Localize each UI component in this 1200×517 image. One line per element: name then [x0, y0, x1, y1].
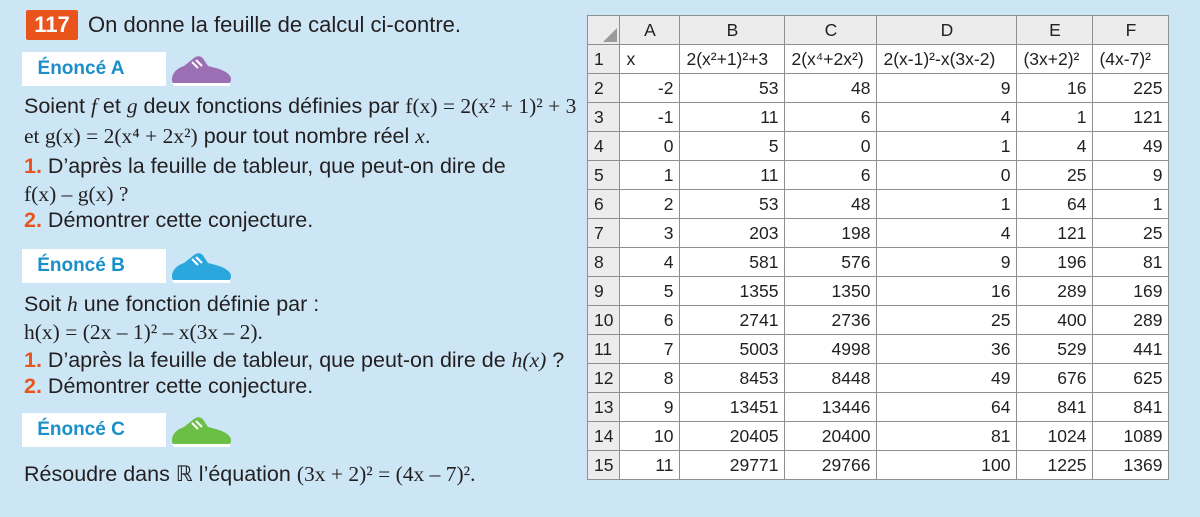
spreadsheet [587, 15, 1169, 480]
cell-a12[interactable]: 8 [620, 364, 680, 393]
cell-c13[interactable]: 13446 [785, 393, 877, 422]
cell-f9[interactable]: 169 [1093, 277, 1169, 306]
cell-f8[interactable]: 81 [1093, 248, 1169, 277]
cell-a6[interactable]: 2 [620, 190, 680, 219]
cell-b7[interactable]: 203 [680, 219, 785, 248]
cell-f5[interactable]: 9 [1093, 161, 1169, 190]
table-row [588, 422, 1169, 451]
cell-e13[interactable]: 841 [1017, 393, 1093, 422]
cell-d1[interactable]: 2(x-1)²-x(3x-2) [877, 45, 1017, 74]
row-header[interactable]: 9 [588, 277, 620, 306]
cell-b8[interactable]: 581 [680, 248, 785, 277]
cell-b9[interactable]: 1355 [680, 277, 785, 306]
cell-f3[interactable]: 121 [1093, 103, 1169, 132]
cell-f13[interactable]: 841 [1093, 393, 1169, 422]
table-row [588, 103, 1169, 132]
cell-c8[interactable]: 576 [785, 248, 877, 277]
cell-a14[interactable]: 10 [620, 422, 680, 451]
row-header[interactable]: 4 [588, 132, 620, 161]
cell-d4[interactable]: 1 [877, 132, 1017, 161]
purple-shoe-icon [168, 50, 234, 90]
cell-f10[interactable]: 289 [1093, 306, 1169, 335]
table-row [588, 161, 1169, 190]
cell-e10[interactable]: 400 [1017, 306, 1093, 335]
cell-d5[interactable]: 0 [877, 161, 1017, 190]
table-row [588, 45, 1169, 74]
cell-e8[interactable]: 196 [1017, 248, 1093, 277]
cell-a1[interactable]: x [620, 45, 680, 74]
cell-b13[interactable]: 13451 [680, 393, 785, 422]
cell-d2[interactable]: 9 [877, 74, 1017, 103]
cell-a5[interactable]: 1 [620, 161, 680, 190]
cell-d12[interactable]: 49 [877, 364, 1017, 393]
cell-f12[interactable]: 625 [1093, 364, 1169, 393]
cell-a2[interactable]: -2 [620, 74, 680, 103]
row-header[interactable]: 13 [588, 393, 620, 422]
row-header[interactable]: 2 [588, 74, 620, 103]
cell-d7[interactable]: 4 [877, 219, 1017, 248]
cell-b1[interactable]: 2(x²+1)²+3 [680, 45, 785, 74]
cell-c6[interactable]: 48 [785, 190, 877, 219]
cell-a13[interactable]: 9 [620, 393, 680, 422]
row-header[interactable]: 8 [588, 248, 620, 277]
cell-b2[interactable]: 53 [680, 74, 785, 103]
cell-f4[interactable]: 49 [1093, 132, 1169, 161]
cell-e1[interactable]: (3x+2)² [1017, 45, 1093, 74]
column-header-c[interactable]: C [785, 16, 877, 45]
enonce-a-line1: Soient f et g deux fonctions définies par f(x) = 2(x² + 1)² + 3 [24, 94, 577, 118]
table-row [588, 190, 1169, 219]
exercise-number-badge: 117 [26, 10, 78, 40]
cell-c2[interactable]: 48 [785, 74, 877, 103]
cell-e9[interactable]: 289 [1017, 277, 1093, 306]
cell-e14[interactable]: 1024 [1017, 422, 1093, 451]
cell-f11[interactable]: 441 [1093, 335, 1169, 364]
cell-c15[interactable]: 29766 [785, 451, 877, 480]
cell-b15[interactable]: 29771 [680, 451, 785, 480]
enonce-a-label: Énoncé A [22, 52, 140, 86]
enonce-a-line2: et g(x) = 2(x⁴ + 2x²) pour tout nombre réel x. [24, 124, 431, 148]
cell-d10[interactable]: 25 [877, 306, 1017, 335]
cell-b11[interactable]: 5003 [680, 335, 785, 364]
table-row [588, 364, 1169, 393]
column-header-f[interactable]: F [1093, 16, 1169, 45]
cell-a4[interactable]: 0 [620, 132, 680, 161]
table-row [588, 248, 1169, 277]
enonce-b-question-1: 1. D’après la feuille de tableur, que peut-on dire de h(x) ? [24, 348, 565, 372]
row-header[interactable]: 6 [588, 190, 620, 219]
row-header[interactable]: 14 [588, 422, 620, 451]
formula-f: f(x) = 2(x² + 1)² + 3 [405, 94, 577, 118]
column-header-row [588, 16, 1169, 45]
cell-a7[interactable]: 3 [620, 219, 680, 248]
cell-c5[interactable]: 6 [785, 161, 877, 190]
cell-f2[interactable]: 225 [1093, 74, 1169, 103]
table-row [588, 132, 1169, 161]
cell-d9[interactable]: 16 [877, 277, 1017, 306]
cell-d3[interactable]: 4 [877, 103, 1017, 132]
cell-a10[interactable]: 6 [620, 306, 680, 335]
cell-c9[interactable]: 1350 [785, 277, 877, 306]
row-header[interactable]: 11 [588, 335, 620, 364]
exercise-intro: On donne la feuille de calcul ci-contre. [88, 12, 461, 37]
table-row [588, 335, 1169, 364]
cell-d14[interactable]: 81 [877, 422, 1017, 451]
enonce-b-line2 [24, 318, 263, 346]
cell-c7[interactable]: 198 [785, 219, 877, 248]
column-header-b[interactable]: B [680, 16, 785, 45]
cell-e6[interactable]: 64 [1017, 190, 1093, 219]
table-row [588, 219, 1169, 248]
cell-a9[interactable]: 5 [620, 277, 680, 306]
cell-f7[interactable]: 25 [1093, 219, 1169, 248]
row-header[interactable]: 15 [588, 451, 620, 480]
cell-d13[interactable]: 64 [877, 393, 1017, 422]
enonce-a-tab [140, 52, 166, 86]
cell-c3[interactable]: 6 [785, 103, 877, 132]
table-row [588, 74, 1169, 103]
row-header[interactable]: 3 [588, 103, 620, 132]
cell-d15[interactable]: 100 [877, 451, 1017, 480]
enonce-a-question-1-cont: f(x) – g(x) ? [24, 182, 129, 206]
cell-b14[interactable]: 20405 [680, 422, 785, 451]
cell-e15[interactable]: 1225 [1017, 451, 1093, 480]
shoe-body [172, 56, 231, 84]
row-header[interactable]: 12 [588, 364, 620, 393]
formula-g: et g(x) = 2(x⁴ + 2x²) [24, 124, 198, 148]
table-row [588, 306, 1169, 335]
row-header[interactable]: 10 [588, 306, 620, 335]
enonce-c-tab [140, 413, 166, 447]
column-header-d[interactable]: D [877, 16, 1017, 45]
blue-shoe-icon [168, 247, 234, 287]
cell-b10[interactable]: 2741 [680, 306, 785, 335]
cell-b6[interactable]: 53 [680, 190, 785, 219]
cell-e11[interactable]: 529 [1017, 335, 1093, 364]
cell-a15[interactable]: 11 [620, 451, 680, 480]
green-shoe-icon [168, 411, 234, 451]
enonce-b-line1: Soit h une fonction définie par : [24, 292, 320, 316]
cell-a11[interactable]: 7 [620, 335, 680, 364]
column-header-a[interactable]: A [620, 16, 680, 45]
enonce-b-label: Énoncé B [22, 249, 140, 283]
cell-c10[interactable]: 2736 [785, 306, 877, 335]
enonce-c-label: Énoncé C [22, 413, 140, 447]
cell-c4[interactable]: 0 [785, 132, 877, 161]
cell-b5[interactable]: 11 [680, 161, 785, 190]
enonce-b-tab [140, 249, 166, 283]
cell-d6[interactable]: 1 [877, 190, 1017, 219]
enonce-b-question-2: 2. Démontrer cette conjecture. [24, 374, 314, 398]
cell-b3[interactable]: 11 [680, 103, 785, 132]
cell-e3[interactable]: 1 [1017, 103, 1093, 132]
column-header-e[interactable]: E [1017, 16, 1093, 45]
enonce-a-question-1: 1. D’après la feuille de tableur, que peut-on dire de [24, 154, 506, 178]
select-all-corner[interactable] [588, 16, 620, 45]
cell-a3[interactable]: -1 [620, 103, 680, 132]
table-row [588, 393, 1169, 422]
cell-c1[interactable]: 2(x⁴+2x²) [785, 45, 877, 74]
cell-e7[interactable]: 121 [1017, 219, 1093, 248]
cell-a8[interactable]: 4 [620, 248, 680, 277]
equation: (3x + 2)² = (4x – 7)². [296, 462, 476, 486]
row-header[interactable]: 5 [588, 161, 620, 190]
cell-e5[interactable]: 25 [1017, 161, 1093, 190]
row-header[interactable]: 1 [588, 45, 620, 74]
cell-f15[interactable]: 1369 [1093, 451, 1169, 480]
cell-c12[interactable]: 8448 [785, 364, 877, 393]
formula-h: h(x) = (2x – 1)² – x(3x – 2). [24, 320, 263, 344]
cell-e4[interactable]: 4 [1017, 132, 1093, 161]
cell-d8[interactable]: 9 [877, 248, 1017, 277]
table-row [588, 277, 1169, 306]
cell-d11[interactable]: 36 [877, 335, 1017, 364]
cell-b12[interactable]: 8453 [680, 364, 785, 393]
cell-e12[interactable]: 676 [1017, 364, 1093, 393]
cell-f6[interactable]: 1 [1093, 190, 1169, 219]
exercise-text-panel [0, 0, 580, 517]
cell-e2[interactable]: 16 [1017, 74, 1093, 103]
cell-f14[interactable]: 1089 [1093, 422, 1169, 451]
cell-c14[interactable]: 20400 [785, 422, 877, 451]
cell-c11[interactable]: 4998 [785, 335, 877, 364]
cell-b4[interactable]: 5 [680, 132, 785, 161]
row-header[interactable]: 7 [588, 219, 620, 248]
enonce-a-question-2: 2. Démontrer cette conjecture. [24, 208, 314, 232]
enonce-c-text: Résoudre dans ℝ l’équation (3x + 2)² = (4x – 7)². [24, 462, 476, 486]
table-row [588, 451, 1169, 480]
cell-f1[interactable]: (4x-7)² [1093, 45, 1169, 74]
